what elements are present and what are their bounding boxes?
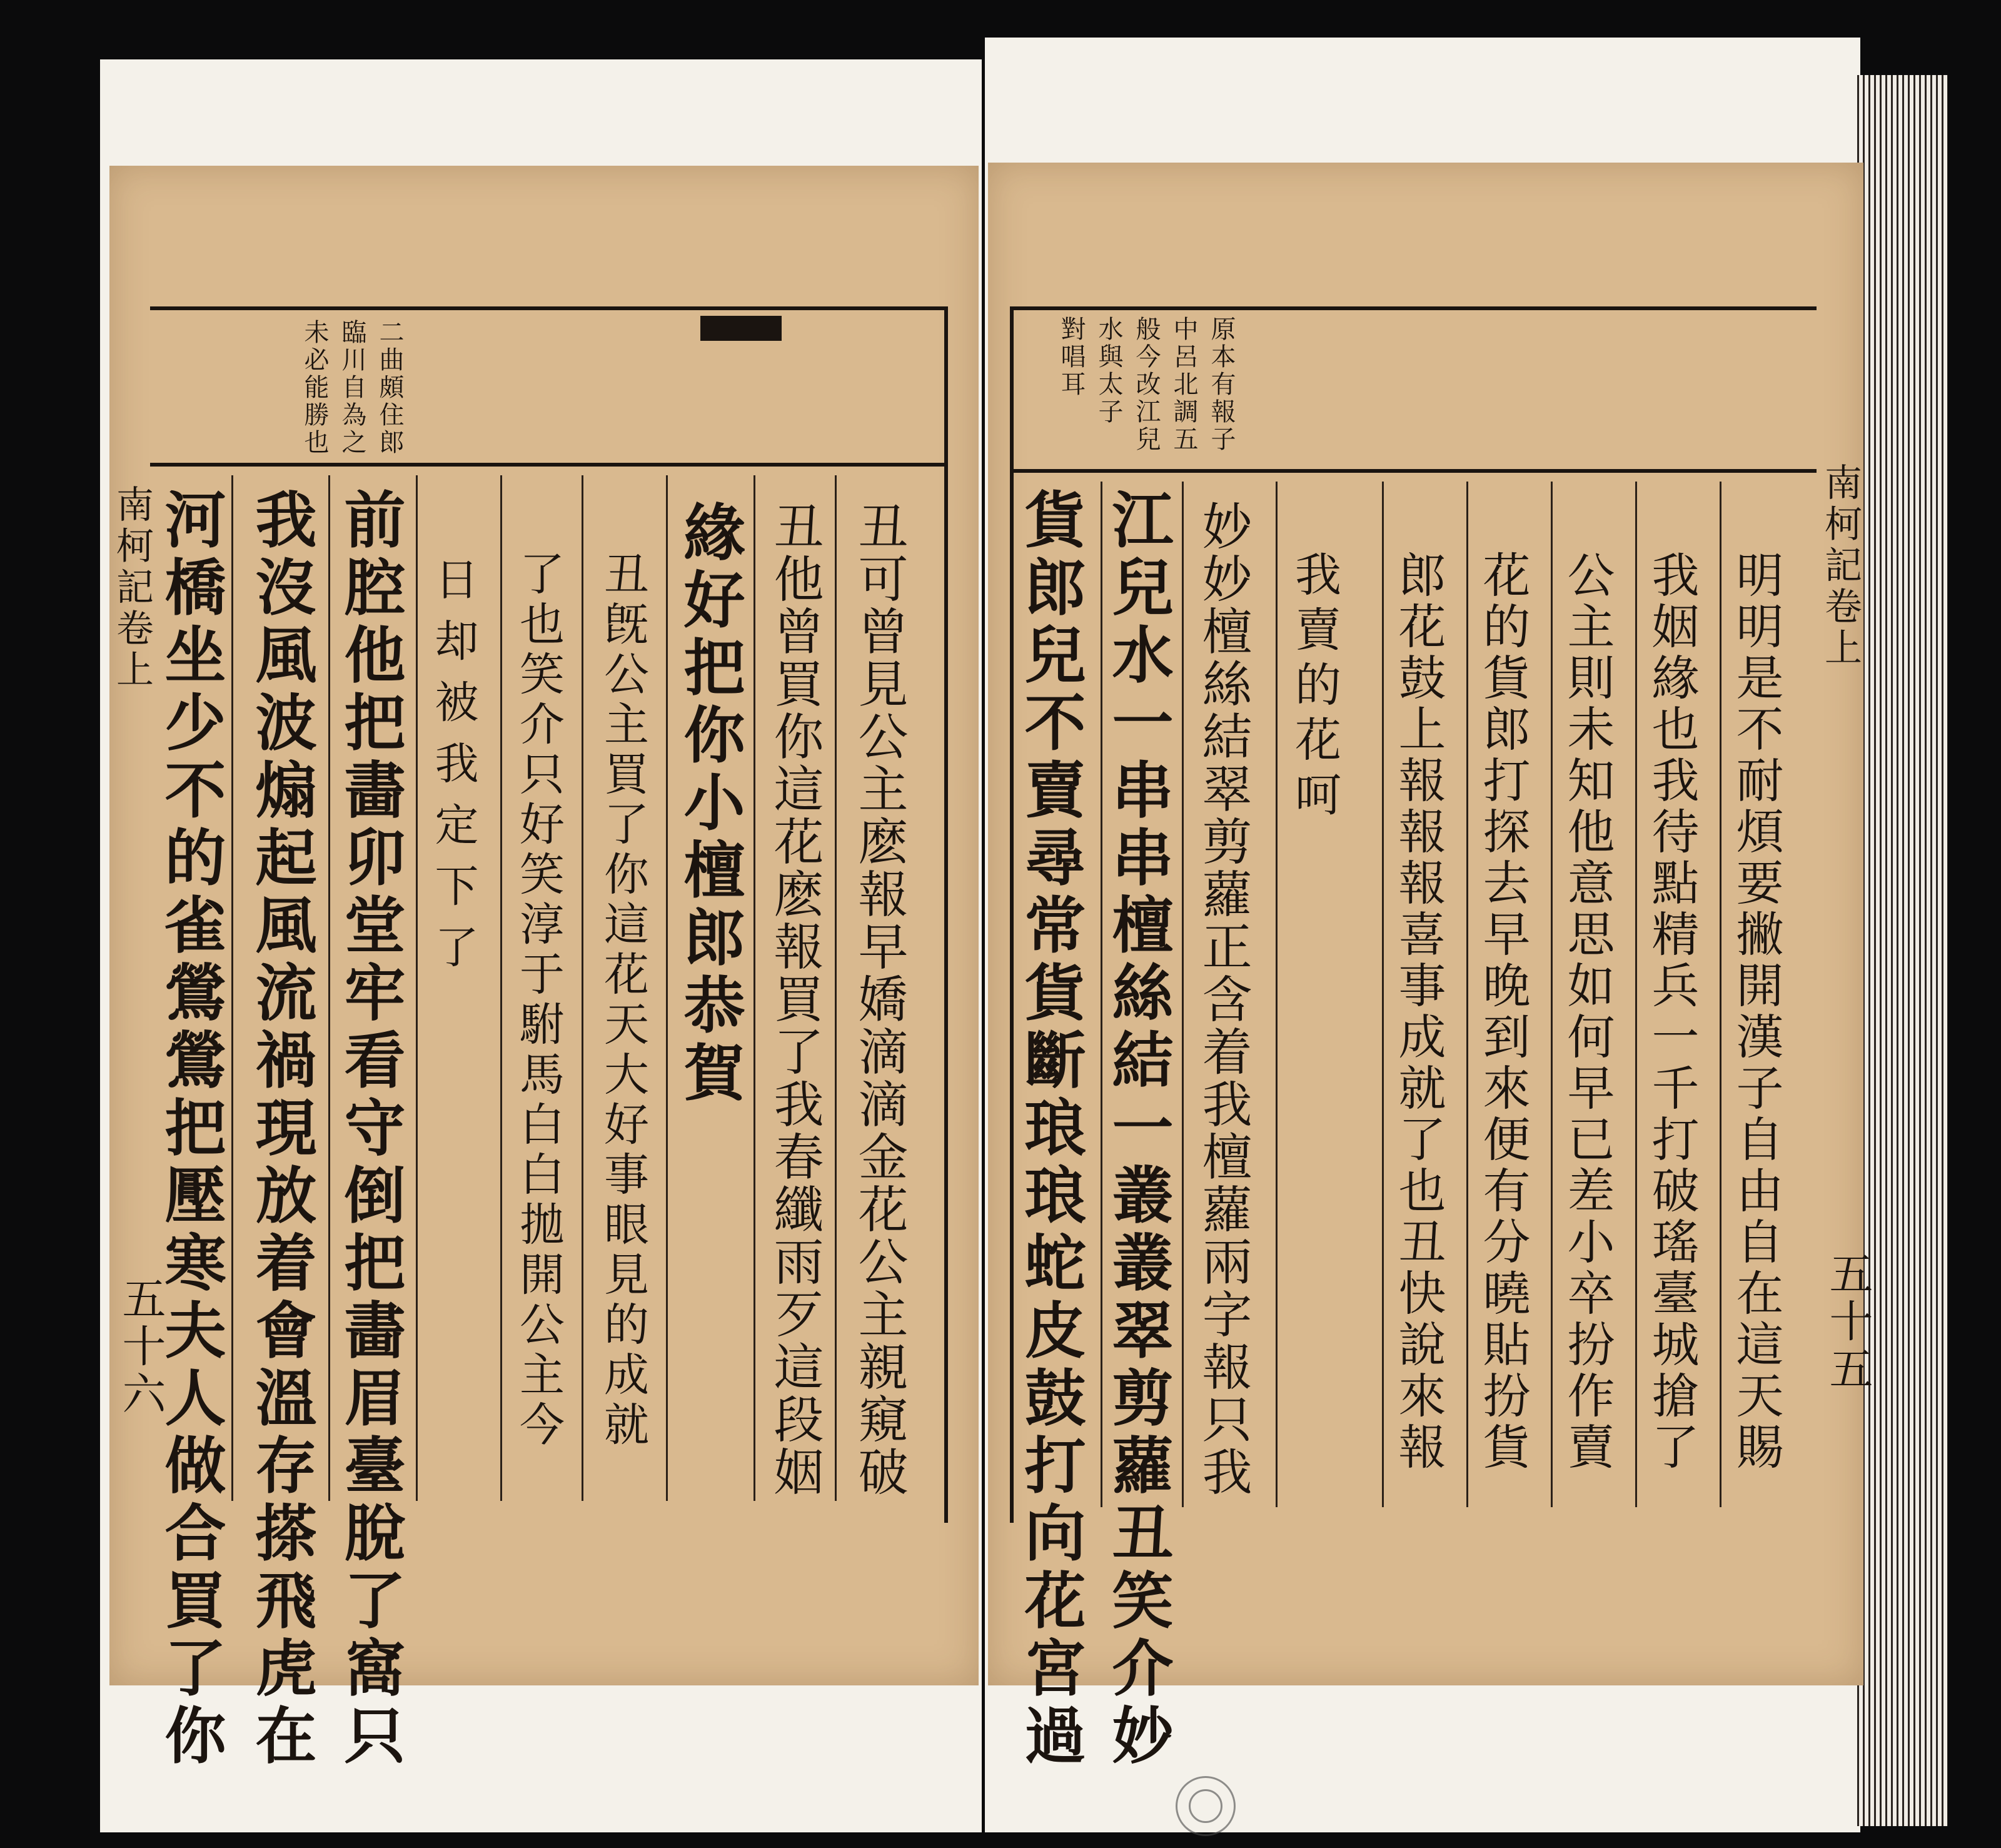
right-margin-title: 南柯記卷上 [1818, 463, 1862, 669]
text-column: 日却被我定下了 [428, 557, 479, 986]
text-column: 我賣的花呵 [1288, 550, 1341, 826]
right-folio-number: 五十五 [1822, 1251, 1873, 1393]
text-column: 公主則未知他意思如何早已差小卒扮作賣 [1560, 550, 1615, 1473]
text-column: 丑可曾見公主麽報早嬌滴滴金花公主親窺破 [850, 500, 908, 1498]
text-column: 郎花鼓上報報報喜事成就了也丑快說來報 [1391, 550, 1446, 1473]
text-column: 我姻緣也我待點精兵一千打破瑤臺城搶了 [1644, 550, 1700, 1473]
right-headnote-rule [1010, 469, 1817, 473]
text-column: 明明是不耐煩要撇開漢子自由自在這天賜 [1728, 550, 1784, 1473]
left-text-block [154, 488, 938, 1771]
headnote-line: 般今改江兒 [1132, 316, 1161, 453]
text-column: 緣好把你小檀郎恭賀 [673, 500, 745, 1108]
text-column: 丑他曾買你這花麽報買了我春纖雨歹這段姻 [765, 500, 824, 1498]
left-folio-number: 五十六 [115, 1276, 166, 1418]
left-margin-title: 南柯記卷上 [110, 485, 154, 691]
text-column: 貨郎兒不賣尋常貨斷琅琅蛇皮鼓打向花宮過 [1014, 488, 1086, 1771]
headnote-line: 臨川自為之 [338, 319, 366, 457]
stacked-page-edges [1857, 75, 1948, 1826]
left-top-rule [150, 306, 944, 310]
text-column: 河橋坐少不的雀鶯鶯把壓寒夫人做合買了你 [154, 488, 226, 1771]
text-column: 妙妙檀絲結翠剪蘿正含着我檀蘿兩字報只我 [1194, 500, 1252, 1498]
right-text-block [1014, 488, 1810, 1771]
headnote-line: 未必能勝也 [300, 319, 329, 457]
text-column: 丑旣公主買了你這花天大好事眼見的成就 [597, 550, 649, 1451]
left-headnote [288, 319, 413, 457]
right-headnote [1038, 316, 1244, 466]
text-column: 江兒水一串串檀絲結一叢叢翠剪蘿丑笑介妙 [1102, 488, 1174, 1771]
library-stamp-icon [1176, 1776, 1236, 1836]
text-column: 我沒風波煽起風流禍現放着會溫存搽飛虎在 [245, 488, 317, 1771]
headnote-line: 水與太子 [1094, 316, 1123, 426]
headnote-line: 中呂北調五 [1169, 316, 1198, 453]
headnote-line: 對唱耳 [1057, 316, 1086, 398]
left-headnote-rule [150, 463, 944, 467]
headnote-line: 原本有報子 [1207, 316, 1236, 453]
left-fold-mark [700, 316, 782, 341]
text-column: 前腔他把畵卯堂牢看守倒把畵眉臺脫了窩只 [334, 488, 406, 1771]
text-column: 花的貨郎打探去早晚到來便有分曉貼扮貨 [1475, 550, 1531, 1473]
text-column: 了也笑介只好笑淳于駙馬白白拋開公主今 [512, 550, 565, 1451]
right-top-rule [1010, 306, 1817, 310]
headnote-line: 二曲頗住郎 [375, 319, 404, 457]
